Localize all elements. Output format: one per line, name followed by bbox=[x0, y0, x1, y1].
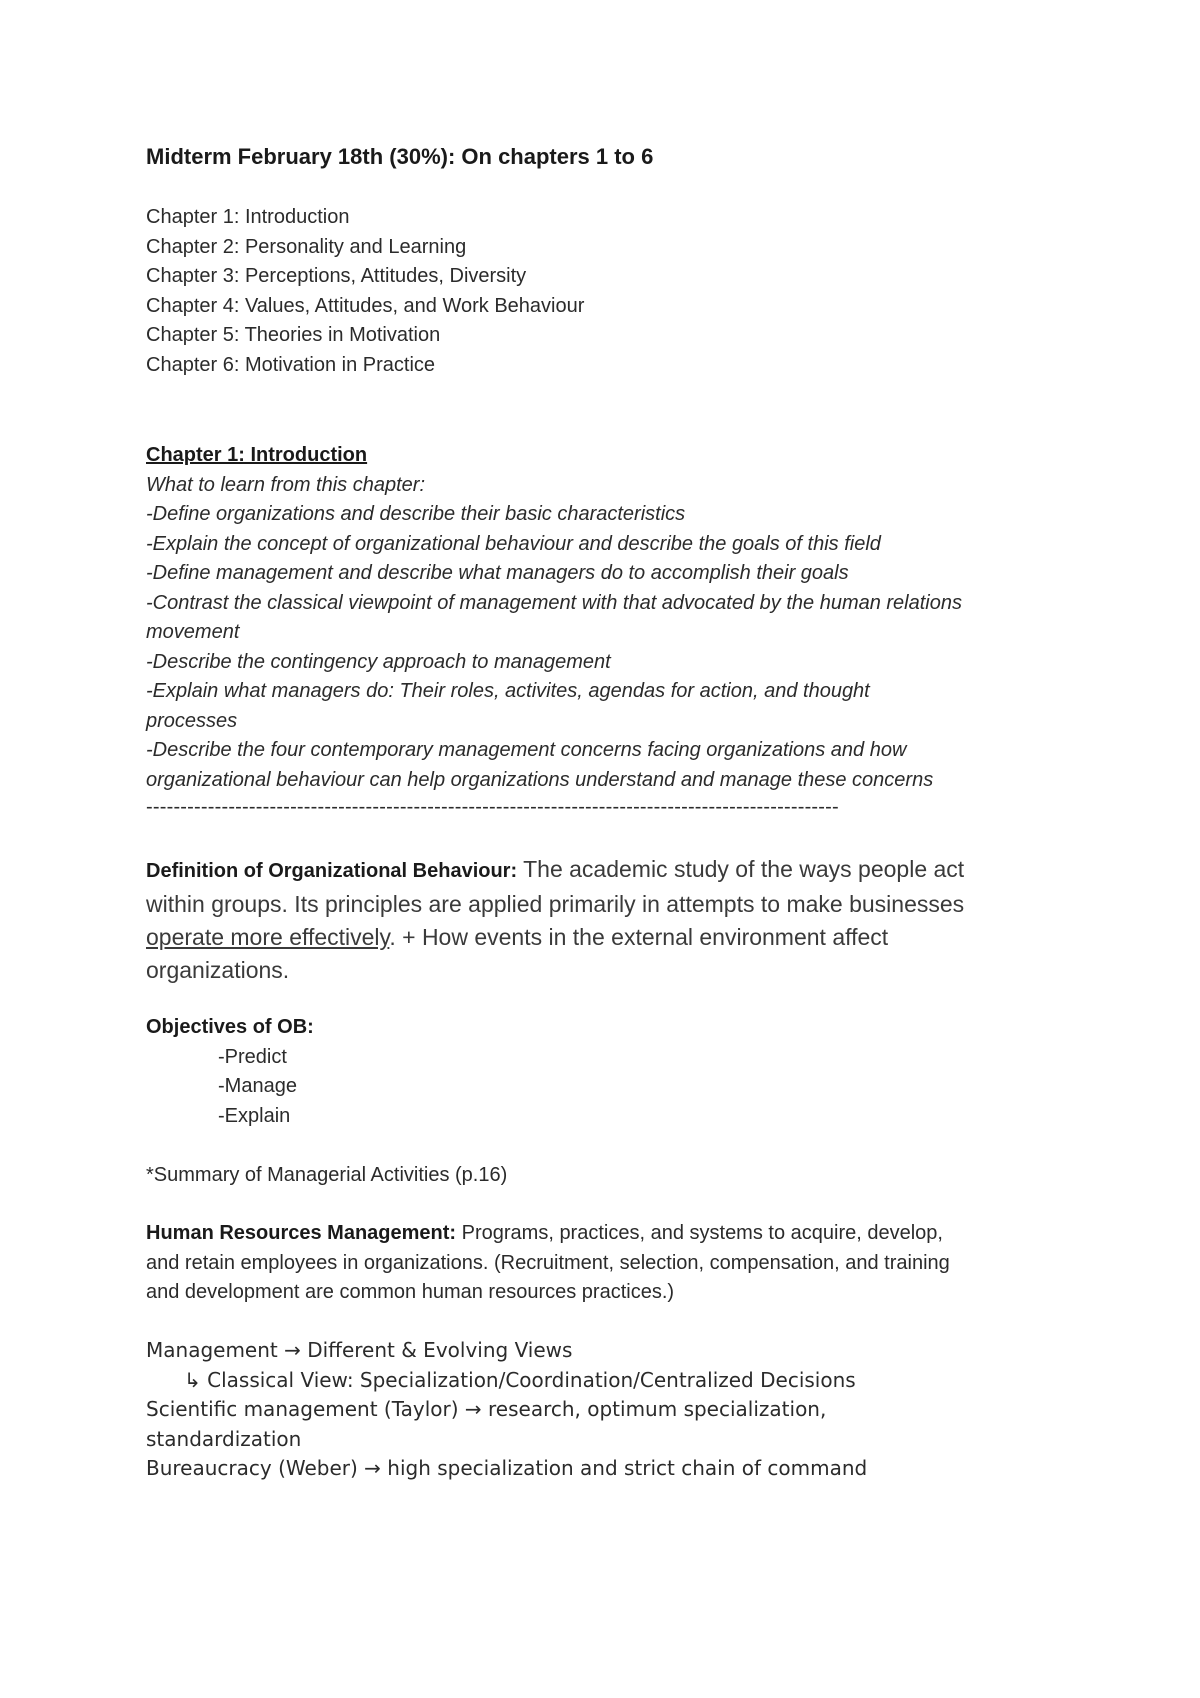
chapter-list-item: Chapter 1: Introduction bbox=[146, 206, 350, 228]
learning-objective: -Contrast the classical viewpoint of management with that advocated by the human relations bbox=[146, 591, 962, 614]
separator-line: ----------------------------------------------------------------------------------------------------- bbox=[146, 796, 839, 818]
learning-objective: -Explain the concept of organizational behaviour and describe the goals of this field bbox=[146, 532, 881, 555]
chapter-list bbox=[146, 203, 584, 380]
objective-item: -Explain bbox=[218, 1104, 291, 1127]
chapter-1-heading: Chapter 1: Introduction bbox=[146, 444, 368, 466]
management-line: Management → Different & Evolving Views bbox=[146, 1338, 573, 1362]
learning-objective: organizational behaviour can help organizations understand and manage these concerns bbox=[146, 768, 934, 791]
definition-section bbox=[146, 853, 964, 987]
definition-text: . + How events in the external environment affect bbox=[389, 924, 889, 950]
objective-item: -Predict bbox=[218, 1045, 287, 1068]
management-line: standardization bbox=[146, 1426, 302, 1451]
management-line: ↳ Classical View: Specialization/Coordination/Centralized Decisions bbox=[184, 1367, 856, 1392]
management-section bbox=[146, 1336, 867, 1484]
learning-objective: -Define organizations and describe their basic characteristics bbox=[146, 503, 686, 525]
definition-text: organizations. bbox=[146, 957, 290, 983]
learning-objective: movement bbox=[146, 621, 240, 643]
hrm-label: Human Resources Management: bbox=[146, 1222, 457, 1244]
hrm-text: Programs, practices, and systems to acquire, develop, bbox=[456, 1222, 943, 1244]
definition-text: The academic study of the ways people act bbox=[517, 856, 965, 882]
objectives-label: Objectives of OB: bbox=[146, 1016, 314, 1038]
chapter-list-item: Chapter 4: Values, Attitudes, and Work Behaviour bbox=[146, 294, 585, 317]
definition-underlined: operate more effectively bbox=[146, 924, 390, 950]
learning-objective: -Explain what managers do: Their roles, activites, agendas for action, and thought bbox=[146, 680, 870, 702]
chapter-1-section bbox=[146, 441, 962, 819]
chapter-list-item: Chapter 5: Theories in Motivation bbox=[146, 324, 441, 346]
document-title: Midterm February 18th (30%): On chapters 1 to 6 bbox=[146, 144, 654, 169]
objective-item: -Manage bbox=[218, 1075, 297, 1097]
definition-label: Definition of Organizational Behaviour: bbox=[146, 860, 518, 882]
definition-text: within groups. Its principles are applied primarily in attempts to make businesses bbox=[146, 891, 965, 917]
hrm-section bbox=[146, 1219, 950, 1308]
chapter-list-item: Chapter 2: Personality and Learning bbox=[146, 235, 467, 258]
learning-objective: -Describe the four contemporary management concerns facing organizations and how bbox=[146, 739, 907, 761]
objectives-section bbox=[146, 1013, 314, 1131]
hrm-text: and retain employees in organizations. (Recruitment, selection, compensation, and training bbox=[146, 1251, 950, 1274]
management-line: Bureaucracy (Weber) → high specialization and strict chain of command bbox=[146, 1456, 868, 1480]
learning-objective: -Describe the contingency approach to management bbox=[146, 650, 611, 673]
summary-note: *Summary of Managerial Activities (p.16) bbox=[146, 1164, 508, 1186]
chapter-list-item: Chapter 3: Perceptions, Attitudes, Diversity bbox=[146, 265, 527, 287]
summary-note-section bbox=[146, 1161, 507, 1191]
learning-objective: processes bbox=[146, 709, 238, 732]
hrm-text: and development are common human resources practices.) bbox=[146, 1281, 675, 1303]
learning-intro: What to learn from this chapter: bbox=[146, 473, 426, 496]
learning-objective: -Define management and describe what managers do to accomplish their goals bbox=[146, 562, 849, 584]
chapter-list-item: Chapter 6: Motivation in Practice bbox=[146, 353, 436, 376]
management-line: Scientific management (Taylor) → research, optimum specialization, bbox=[146, 1397, 827, 1421]
